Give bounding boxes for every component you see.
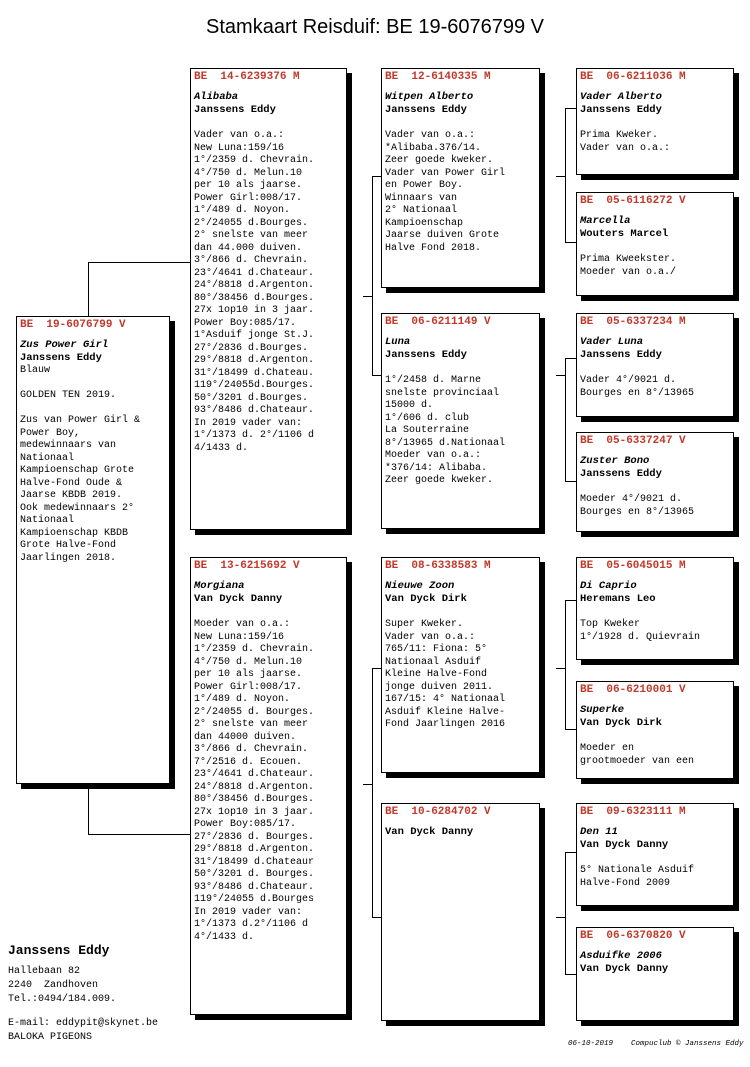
pigeon-notes: Moeder 4°/9021 d. Bourges en 8°/13965 <box>580 494 695 518</box>
father-card <box>190 68 347 530</box>
breeder-name: Janssens Eddy <box>385 104 467 116</box>
mother-card <box>190 557 347 1015</box>
pigeon-name: Zus Power Girl <box>20 339 109 351</box>
ring-number: BE 12-6140335 M <box>385 71 491 83</box>
connector-line <box>363 784 373 785</box>
pigeon-notes: Vader van o.a.: *Alibaba.376/14. Zeer goede kweker. Vader van Power Girl en Power Boy. Winnaars van 2° Nationaal Kampioenschap Jaarse duiven Grote Halve Fond 2018. <box>385 130 506 254</box>
pigeon-name: Superke <box>580 704 625 716</box>
ring-number: BE 14-6239376 M <box>194 71 300 83</box>
connector-line <box>565 600 566 730</box>
grandparent-card <box>381 313 540 529</box>
grandparent-card <box>381 557 540 773</box>
ring-number: BE 08-6338583 M <box>385 560 491 572</box>
ring-number: BE 06-6210001 V <box>580 684 686 696</box>
breeder-name: Van Dyck Dirk <box>580 717 662 729</box>
page-title: Stamkaart Reisduif: BE 19-6076799 V <box>206 16 544 38</box>
pigeon-name: Den 11 <box>580 826 618 838</box>
breeder-name: Janssens Eddy <box>580 104 662 116</box>
ring-number: BE 19-6076799 V <box>20 319 126 331</box>
great-grandparent-card <box>576 68 734 175</box>
owner-email: E-mail: eddypit@skynet.be <box>8 1018 159 1029</box>
pigeon-notes: Prima Kweker. Vader van o.a.: <box>580 130 671 154</box>
breeder-name: Janssens Eddy <box>580 349 662 361</box>
connector-line <box>88 262 89 316</box>
connector-line <box>372 176 373 376</box>
great-grandparent-card <box>576 192 734 296</box>
grandparent-card <box>381 68 540 288</box>
great-grandparent-card <box>576 557 734 660</box>
great-grandparent-card <box>576 803 734 906</box>
pigeon-notes: Super Kweker. Vader van o.a.: 765/11: Fiona: 5° Nationaal Asduif Kleine Halve-Fond jonge duiven 2011. 167/15: 4° Nationaal Asduif Kleine Halve- Fond Jaarlingen 2016 <box>385 619 506 730</box>
great-grandparent-card <box>576 313 734 417</box>
pigeon-name: Di Caprio <box>580 580 637 592</box>
breeder-name: Wouters Marcel <box>580 228 669 240</box>
connector-line <box>372 668 373 918</box>
great-grandparent-card <box>576 927 734 1021</box>
breeder-name: Van Dyck Danny <box>385 826 474 838</box>
grandparent-card <box>381 803 540 1021</box>
ring-number: BE 05-6337234 M <box>580 316 686 328</box>
connector-line <box>565 358 566 482</box>
connector-line <box>88 262 191 263</box>
ring-number: BE 05-6045015 M <box>580 560 686 572</box>
breeder-name: Janssens Eddy <box>194 104 276 116</box>
breeder-name: Van Dyck Danny <box>580 963 669 975</box>
breeder-name: Janssens Eddy <box>20 352 102 364</box>
pigeon-notes: Vader 4°/9021 d. Bourges en 8°/13965 <box>580 375 695 399</box>
owner-phone: Tel.:0494/184.009. <box>8 994 117 1005</box>
owner-info <box>8 943 208 1045</box>
connector-line <box>556 375 566 376</box>
ring-number: BE 13-6215692 V <box>194 560 300 572</box>
connector-line <box>556 176 566 177</box>
connector-line <box>556 668 566 669</box>
breeder-name: Van Dyck Danny <box>194 593 283 605</box>
pigeon-name: Alibaba <box>194 91 239 103</box>
ring-number: BE 05-6337247 V <box>580 435 686 447</box>
owner-address: Hallebaan 82 <box>8 966 81 977</box>
pigeon-notes: Moeder en grootmoeder van een <box>580 743 695 767</box>
breeder-name: Van Dyck Danny <box>580 839 669 851</box>
breeder-name: Janssens Eddy <box>385 349 467 361</box>
pigeon-name: Zuster Bono <box>580 455 650 467</box>
pigeon-name: Vader Alberto <box>580 91 662 103</box>
pigeon-name: Asduifke 2006 <box>580 950 662 962</box>
ring-number: BE 06-6370820 V <box>580 930 686 942</box>
pigeon-name: Marcella <box>580 215 631 227</box>
ring-number: BE 06-6211036 M <box>580 71 686 83</box>
connector-line <box>88 834 191 835</box>
pigeon-name: Luna <box>385 336 411 348</box>
breeder-name: Van Dyck Dirk <box>385 593 467 605</box>
subject-card <box>16 316 170 784</box>
connector-line <box>556 917 566 918</box>
footer-credit: 06-10-2019 Compuclub © Janssens Eddy <box>568 1040 744 1048</box>
ring-number: BE 05-6116272 V <box>580 195 686 207</box>
ring-number: BE 09-6323111 M <box>580 806 686 818</box>
connector-line <box>363 296 373 297</box>
owner-city: 2240 Zandhoven <box>8 980 99 991</box>
pigeon-notes: Top Kweker 1°/1928 d. Quievrain <box>580 619 701 643</box>
owner-loft: BALOKA PIGEONS <box>8 1032 93 1043</box>
breeder-name: Janssens Eddy <box>580 468 662 480</box>
pigeon-name: Witpen Alberto <box>385 91 474 103</box>
connector-line <box>565 852 566 975</box>
owner-name: Janssens Eddy <box>8 943 110 958</box>
pigeon-notes: Moeder van o.a.: New Luna:159/16 1°/2359 d. Chevrain. 4°/750 d. Melun.10 per 10 als jaarse. Power Girl:008/17. 1°/489 d. Noyon. 2°/24055 d. Bourges. 2° snelste van meer dan 44000 duiven. 3°/866 d. Chevrain. 7°/2516 d. Ecouen. 23°/4641 d.Chateaur. 24°/8818 d.Argenton. 80°/38456 d.Bourges. 27x 1op10 in 3 jaar. Power Boy:085/17. 27°/2836 d. Bourges. 29°/8818 d.Argenton. 31°/18499 d.Chateaur 50°/3201 d. Bourges. 93°/8486 d.Chateaur. 119°/24055 d.Bourges In 2019 vader van: 1°/1373 d.2°/1106 d 4°/1433 d. <box>194 619 315 943</box>
connector-line <box>88 784 89 834</box>
ring-number: BE 06-6211149 V <box>385 316 491 328</box>
ring-number: BE 10-6284702 V <box>385 806 491 818</box>
pigeon-notes: Blauw GOLDEN TEN 2019. Zus van Power Girl & Power Boy, medewinnaars van Nationaal Kampioenschap Grote Halve-Fond Oude & Jaarse KBDB 2019. Ook medewinnaars 2° Nationaal Kampioenschap KBDB Grote Halve-Fond Jaarlingen 2018. <box>20 365 141 564</box>
pigeon-notes: 1°/2458 d. Marne snelste provinciaal 15000 d. 1°/606 d. club La Souterraine 8°/13965 d.Nationaal Moeder van o.a.: *376/14: Alibaba. Zeer goede kweker. <box>385 375 506 486</box>
pigeon-notes: 5° Nationale Asduif Halve-Fond 2009 <box>580 865 695 889</box>
pigeon-name: Morgiana <box>194 580 245 592</box>
great-grandparent-card <box>576 432 734 532</box>
pigeon-name: Nieuwe Zoon <box>385 580 455 592</box>
pigeon-notes: Prima Kweekster. Moeder van o.a./ <box>580 254 677 278</box>
pigeon-name: Vader Luna <box>580 336 644 348</box>
great-grandparent-card <box>576 681 734 779</box>
breeder-name: Heremans Leo <box>580 593 656 605</box>
pigeon-notes: Vader van o.a.: New Luna:159/16 1°/2359 d. Chevrain. 4°/750 d. Melun.10 per 10 als jaarse. Power Girl:008/17. 1°/489 d. Noyon. 2°/24055 d.Bourges. 2° snelste van meer dan 44.000 duiven. 3°/866 d. Chevrain. 23°/4641 d.Chateaur. 24°/8818 d.Argenton. 80°/38456 d.Bourges. 27x 1op10 in 3 jaar. Power Boy:085/17. 1°Asduif jonge St.J. 27°/2836 d.Bourges. 29°/8818 d.Argenton. 31°/18499 d.Chateau. 119°/24055d.Bourges. 50°/3201 d.Bourges. 93°/8486 d.Chateaur. In 2019 vader van: 1°/1373 d. 2°/1106 d 4/1433 d. <box>194 130 315 454</box>
